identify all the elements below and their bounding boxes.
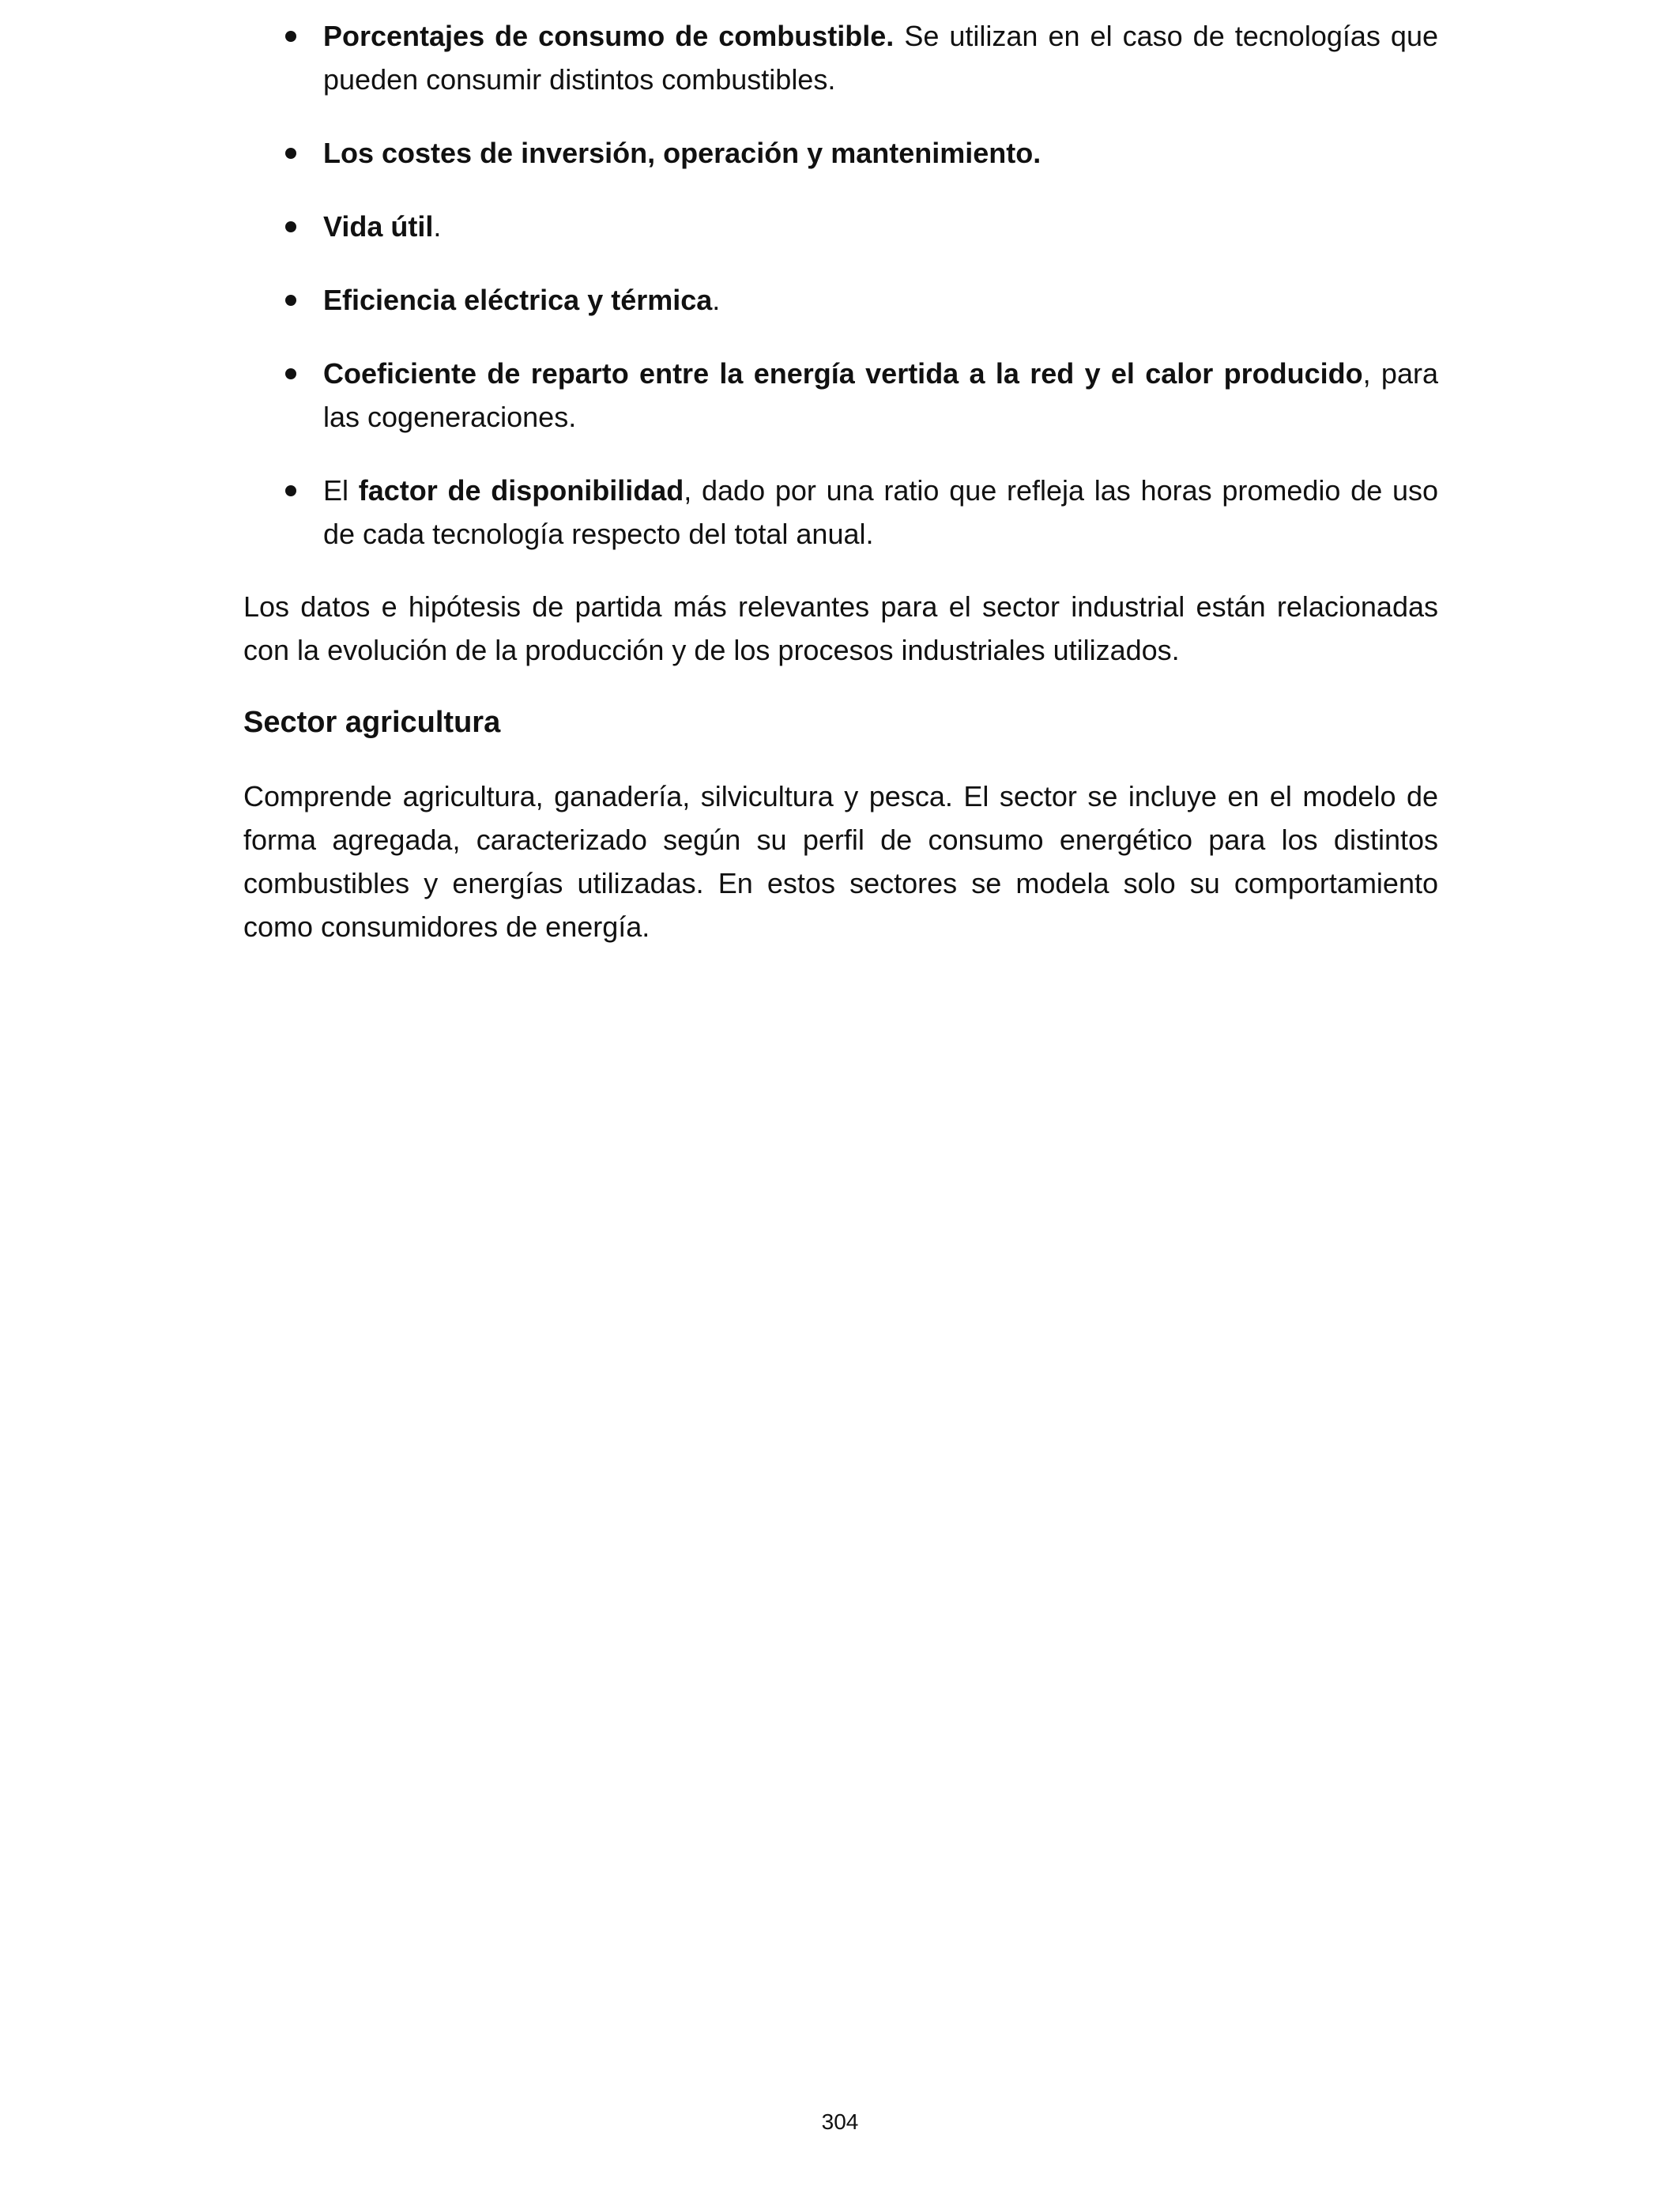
bullet-item	[243, 14, 1438, 101]
page-number: 304	[821, 2109, 859, 2134]
bullet-bold-text: Vida útil	[323, 210, 434, 243]
bullet-dot-icon	[285, 31, 296, 42]
bullet-bold-text: Coeficiente de reparto entre la energía vertida a la red y el calor producido	[323, 357, 1363, 390]
bullet-rest-text: Se utilizan en el caso de tecnologías que pueden consumir distintos combustibles.	[323, 20, 1438, 96]
bullet-dot-icon	[285, 148, 296, 159]
bullet-rest-text: , dado por una ratio que refleja las horas promedio de uso de cada tecnología respecto del total anual.	[323, 474, 1438, 550]
bullet-bold-text: Porcentajes de consumo de combustible.	[323, 20, 895, 52]
section-heading: Sector agricultura	[243, 706, 501, 739]
paragraph-agricultura: Comprende agricultura, ganadería, silvicultura y pesca. El sector se incluye en el modelo de forma agregada, caracterizado según su perfil de consumo energético para los distintos combustibles y energías utilizadas. En estos sectores se modela solo su comportamiento como consumidores de energía.	[243, 780, 1438, 943]
page-content	[243, 14, 1438, 978]
bullet-item	[243, 205, 1438, 248]
bullet-bold-text: Eficiencia eléctrica y térmica	[323, 284, 713, 316]
bullet-rest-text: .	[712, 284, 721, 316]
bullet-item	[243, 131, 1438, 175]
bullet-rest-text: .	[433, 210, 442, 243]
bullet-dot-icon	[285, 368, 296, 379]
bullet-item	[243, 469, 1438, 556]
paragraph-industrial: Los datos e hipótesis de partida más relevantes para el sector industrial están relacionadas con la evolución de la producción y de los procesos industriales utilizados.	[243, 590, 1438, 666]
bullet-item	[243, 278, 1438, 322]
bullet-item	[243, 352, 1438, 439]
bullet-rest-text: , para las cogeneraciones.	[323, 357, 1438, 433]
bullet-dot-icon	[285, 221, 296, 232]
bullet-bold-text: factor de disponibilidad	[358, 474, 684, 507]
bullet-dot-icon	[285, 485, 296, 496]
bullet-list	[243, 14, 1438, 556]
bullet-dot-icon	[285, 295, 296, 306]
bullet-lead-text: El	[323, 474, 359, 507]
bullet-bold-text: Los costes de inversión, operación y mantenimiento.	[323, 137, 1042, 169]
